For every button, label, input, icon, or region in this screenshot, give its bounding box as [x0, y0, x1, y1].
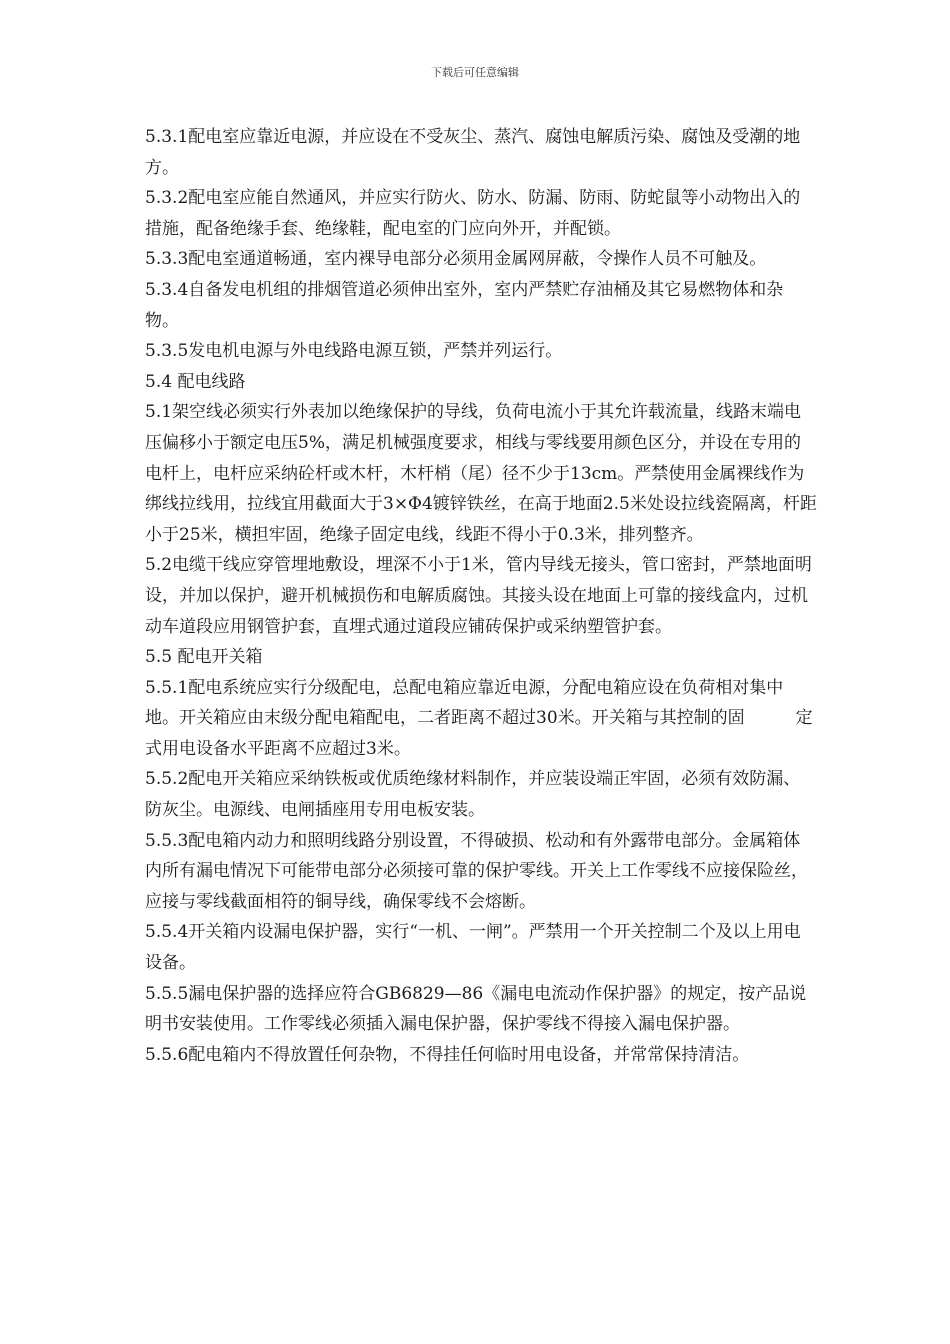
paragraph-5-2: 5.2电缆干线应穿管埋地敷设，埋深不小于1米，管内导线无接头，管口密封，严禁地面明设，并加以保护，避开机械损伤和电解质腐蚀。其接头设在地面上可靠的接线盒内，过机动车道段应用钢管护套，直埋式通过道段应铺砖保护或采纳塑管护套。 [145, 555, 812, 637]
paragraph-5-5-4: 5.5.4开关箱内设漏电保护器，实行“一机、一闸”。严禁用一个开关控制二个及以上用电设备。 [145, 922, 801, 974]
paragraph-5-1: 5.1架空线必须实行外表加以绝缘保护的导线，负荷电流小于其允许载流量，线路末端电压偏移小于额定电压5%，满足机械强度要求，相线与零线要用颜色区分，并设在专用的电杆上，电杆应采纳砼杆或木杆，木杆梢（尾）径不少于13cm。严禁使用金属裸线作为绑线拉线用，拉线宜用截面大于3×Φ4镀锌铁丝，在高于地面2.5米处设拉线瓷隔离，杆距小于25米，横担牢固，绝缘子固定电线，线距不得小于0.3米，排列整齐。 [145, 402, 817, 545]
paragraph-5-3-3: 5.3.3配电室通道畅通，室内裸导电部分必须用金属网屏蔽，令操作人员不可触及。 [145, 249, 767, 270]
page-header: 下载后可任意编辑 [431, 66, 519, 79]
paragraph-5-3-5: 5.3.5发电机电源与外电线路电源互锁，严禁并列运行。 [145, 341, 563, 362]
paragraph-5-5-5: 5.5.5漏电保护器的选择应符合GB6829—86《漏电电流动作保护器》的规定，按产品说明书安装使用。工作零线必须插入漏电保护器，保护零线不得接入漏电保护器。 [145, 983, 807, 1035]
document-body [145, 122, 817, 1070]
section-heading-5-4: 5.4 配电线路 [145, 371, 246, 392]
paragraph-5-3-1: 5.3.1配电室应靠近电源，并应设在不受灰尘、蒸汽、腐蚀电解质污染、腐蚀及受潮的地方。 [145, 127, 801, 178]
paragraph-5-5-1: 5.5.1配电系统应实行分级配电，总配电箱应靠近电源，分配电箱应设在负荷相对集中地。开关箱应由末级分配电箱配电，二者距离不超过30米。开关箱与其控制的固 定式用电设备水平距离不应超过3米。 [145, 677, 813, 759]
paragraph-5-5-3: 5.5.3配电箱内动力和照明线路分别设置，不得破损、松动和有外露带电部分。金属箱体内所有漏电情况下可能带电部分必须接可靠的保护零线。开关上工作零线不应接保险丝，应接与零线截面相符的铜导线，确保零线不会熔断。 [145, 830, 808, 912]
paragraph-5-5-6: 5.5.6配电箱内不得放置任何杂物，不得挂任何临时用电设备，并常常保持清洁。 [145, 1044, 750, 1065]
section-heading-5-5: 5.5 配电开关箱 [145, 647, 263, 668]
paragraph-5-3-2: 5.3.2配电室应能自然通风，并应实行防火、防水、防漏、防雨、防蛇鼠等小动物出入的措施，配备绝缘手套、绝缘鞋，配电室的门应向外开，并配锁。 [145, 188, 801, 239]
paragraph-5-5-2: 5.5.2配电开关箱应采纳铁板或优质绝缘材料制作，并应装设端正牢固，必须有效防漏、防灰尘。电源线、电闸插座用专用电板安装。 [145, 769, 801, 821]
paragraph-5-3-4: 5.3.4自备发电机组的排烟管道必须伸出室外，室内严禁贮存油桶及其它易燃物体和杂物。 [145, 279, 784, 331]
